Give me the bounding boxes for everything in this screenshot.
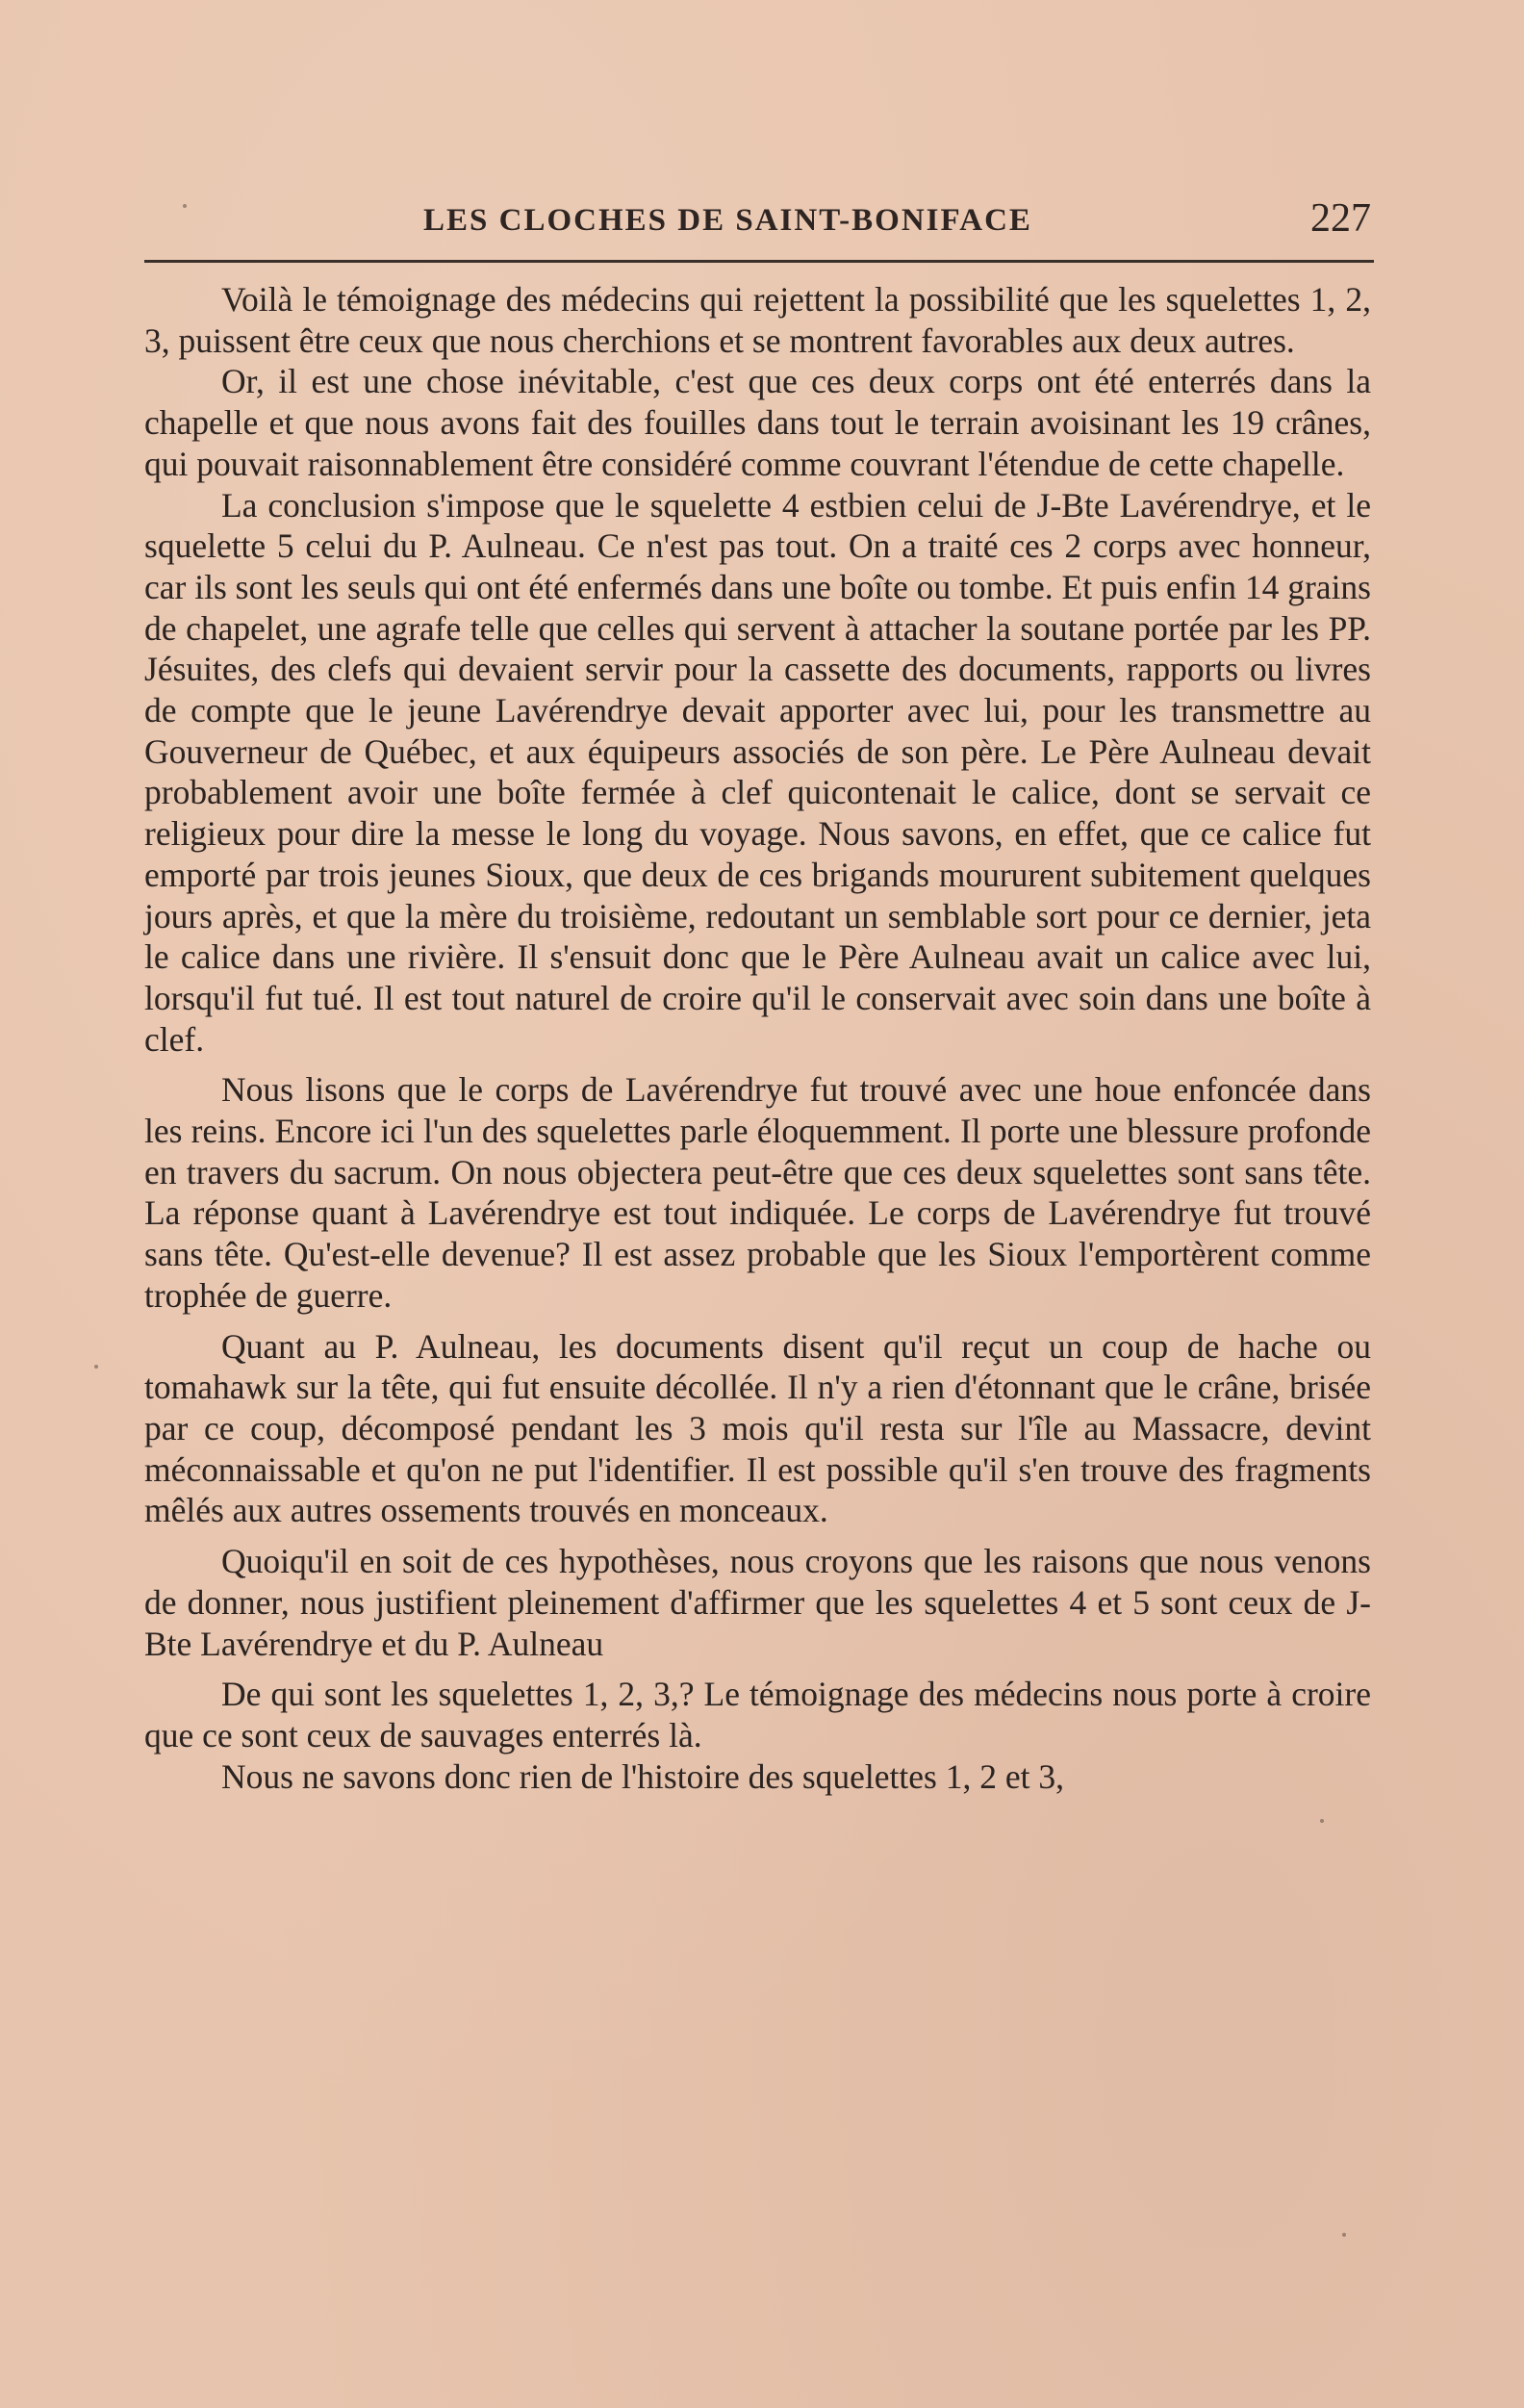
running-title: LES CLOCHES DE SAINT-BONIFACE — [423, 203, 1032, 238]
paper-speck — [1320, 1819, 1324, 1823]
paragraph: Voilà le témoignage des médecins qui rejettent la possibilité que les squelettes 1, 2, 3, puissent être ceux que nous cherchions et se montrent favorables aux deux autres. — [144, 280, 1371, 360]
paragraph: De qui sont les squelettes 1, 2, 3,? Le témoignage des médecins nous porte à croire que ce sont ceux de sauvages enterrés là. — [144, 1675, 1371, 1755]
paper-speck — [183, 204, 187, 208]
paragraph: La conclusion s'impose que le squelette 4 estbien celui de J-Bte Lavérendrye, et le squelette 5 celui du P. Aulneau. Ce n'est pas tout. On a traité ces 2 corps avec honneur, car ils sont les seuls qui ont été enfermés dans une boîte ou tombe. Et puis enfin 14 grains de chapelet, une agrafe telle que celles qui servent à attacher la soutane portée par les PP. Jésuites, des clefs qui devaient servir pour la cassette des documents, rapports ou livres de compte que le jeune Lavérendrye devait apporter avec lui, pour les transmettre au Gouverneur de Québec, et aux équipeurs associés de son père. Le Père Aulneau devait probablement avoir une boîte fermée à clef quicontenait le calice, dont se servait ce religieux pour dire la messe le long du voyage. Nous savons, en effet, que ce calice fut emporté par trois jeunes Sioux, que deux de ces brigands moururent subitement quelques jours après, et que la mère du troisième, redoutant un semblable sort pour ce dernier, jeta le calice dans une rivière. Il s'ensuit donc que le Père Aulneau avait un calice avec lui, lorsqu'il fut tué. Il est tout naturel de croire qu'il le conservait avec soin dans une boîte à clef. — [144, 485, 1371, 1059]
paper-speck — [94, 1365, 98, 1369]
paragraph: Or, il est une chose inévitable, c'est que ces deux corps ont été enterrés dans la chapelle et que nous avons fait des fouilles dans tout le terrain avoisinant les 19 crânes, qui pouvait raisonnablement être considéré comme couvrant l'étendue de cette chapelle. — [144, 362, 1371, 483]
paragraph: Nous ne savons donc rien de l'histoire des squelettes 1, 2 et 3, — [221, 1756, 1064, 1796]
page-number: 227 — [1310, 196, 1371, 241]
running-head — [144, 195, 1371, 249]
body-text — [144, 279, 1371, 1797]
header-rule — [144, 260, 1374, 263]
paragraph: Quoiqu'il en soit de ces hypothèses, nous croyons que les raisons que nous venons de donner, nous justifient pleinement d'affirmer que les squelettes 4 et 5 sont ceux de J-Bte Lavérendrye et du P. Aulneau — [144, 1542, 1371, 1663]
paragraph: Nous lisons que le corps de Lavérendrye fut trouvé avec une houe enfoncée dans les reins. Encore ici l'un des squelettes parle éloquemment. Il porte une blessure profonde en travers du sacrum. On nous objectera peut-être que ces deux squelettes sont sans tête. La réponse quant à Lavérendrye est tout indiquée. Le corps de Lavérendrye fut trouvé sans tête. Qu'est-elle devenue? Il est assez probable que les Sioux l'emportèrent comme trophée de guerre. — [144, 1070, 1371, 1315]
paper-speck — [1342, 2233, 1346, 2237]
paragraph: Quant au P. Aulneau, les documents disent qu'il reçut un coup de hache ou tomahawk sur la tête, qui fut ensuite décollée. Il n'y a rien d'étonnant que le crâne, brisée par ce coup, décomposé pendant les 3 mois qu'il resta sur l'île au Massacre, devint méconnaissable et qu'on ne put l'identifier. Il est possible qu'il s'en trouve des fragments mêlés aux autres ossements trouvés en monceaux. — [144, 1326, 1371, 1530]
